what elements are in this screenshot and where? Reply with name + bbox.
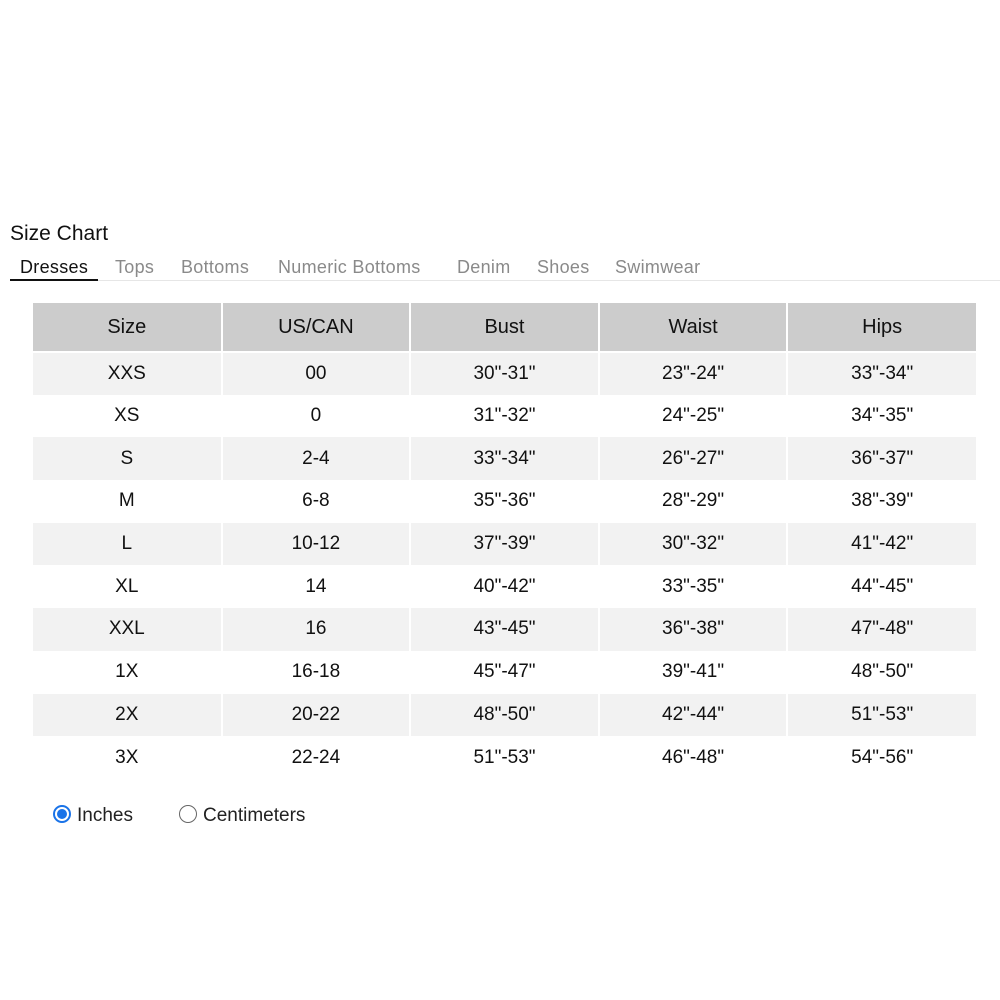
cell-waist: 26"-27" [599, 437, 788, 480]
cell-size: M [33, 480, 222, 523]
cell-bust: 45"-47" [410, 651, 599, 694]
cell-waist: 39"-41" [599, 651, 788, 694]
tab-numeric-bottoms[interactable]: Numeric Bottoms [278, 257, 421, 277]
cell-us-can: 0 [222, 395, 411, 438]
table-row [33, 395, 976, 438]
cell-waist: 42"-44" [599, 694, 788, 737]
table-row [33, 352, 976, 395]
cell-waist: 24"-25" [599, 395, 788, 438]
unit-option-inches[interactable] [53, 802, 133, 826]
cell-bust: 40"-42" [410, 565, 599, 608]
cell-size: XS [33, 395, 222, 438]
cell-waist: 36"-38" [599, 608, 788, 651]
table-header-row [33, 303, 976, 352]
table-row [33, 694, 976, 737]
cell-size: XL [33, 565, 222, 608]
table-row [33, 437, 976, 480]
cell-bust: 35"-36" [410, 480, 599, 523]
cell-bust: 33"-34" [410, 437, 599, 480]
cell-us-can: 00 [222, 352, 411, 395]
cell-hips: 38"-39" [787, 480, 976, 523]
column-header-waist: Waist [599, 303, 788, 352]
column-header-bust: Bust [410, 303, 599, 352]
cell-hips: 33"-34" [787, 352, 976, 395]
page-title: Size Chart [10, 222, 109, 245]
table-row [33, 523, 976, 566]
cell-us-can: 16-18 [222, 651, 411, 694]
size-category-tabs [10, 255, 1000, 281]
cell-bust: 43"-45" [410, 608, 599, 651]
table-row [33, 608, 976, 651]
size-chart-table-container [33, 303, 976, 779]
unit-option-centimeters[interactable] [179, 802, 305, 826]
cell-us-can: 14 [222, 565, 411, 608]
tab-swimwear[interactable]: Swimwear [615, 257, 701, 277]
cell-hips: 34"-35" [787, 395, 976, 438]
cell-hips: 54"-56" [787, 736, 976, 779]
cell-hips: 36"-37" [787, 437, 976, 480]
cell-waist: 30"-32" [599, 523, 788, 566]
cell-bust: 37"-39" [410, 523, 599, 566]
cell-size: 2X [33, 694, 222, 737]
cell-waist: 46"-48" [599, 736, 788, 779]
cell-hips: 44"-45" [787, 565, 976, 608]
cell-size: XXL [33, 608, 222, 651]
tab-bottoms[interactable]: Bottoms [181, 257, 250, 277]
table-row [33, 736, 976, 779]
cell-hips: 51"-53" [787, 694, 976, 737]
column-header-size: Size [33, 303, 222, 352]
cell-size: 3X [33, 736, 222, 779]
cell-waist: 23"-24" [599, 352, 788, 395]
inches-radio[interactable] [53, 805, 71, 823]
cell-us-can: 2-4 [222, 437, 411, 480]
cell-waist: 33"-35" [599, 565, 788, 608]
cell-us-can: 20-22 [222, 694, 411, 737]
cell-size: 1X [33, 651, 222, 694]
size-chart-table [33, 303, 976, 779]
cell-us-can: 22-24 [222, 736, 411, 779]
cell-size: XXS [33, 352, 222, 395]
inches-label: Inches [77, 805, 133, 826]
cell-us-can: 16 [222, 608, 411, 651]
tab-shoes[interactable]: Shoes [537, 257, 590, 277]
table-row [33, 565, 976, 608]
cell-hips: 48"-50" [787, 651, 976, 694]
cell-bust: 31"-32" [410, 395, 599, 438]
cell-us-can: 10-12 [222, 523, 411, 566]
cell-size: S [33, 437, 222, 480]
cell-bust: 48"-50" [410, 694, 599, 737]
cell-size: L [33, 523, 222, 566]
cell-bust: 51"-53" [410, 736, 599, 779]
unit-selector [53, 802, 453, 826]
cell-bust: 30"-31" [410, 352, 599, 395]
cell-hips: 47"-48" [787, 608, 976, 651]
cell-us-can: 6-8 [222, 480, 411, 523]
tab-tops[interactable]: Tops [115, 257, 155, 277]
column-header-hips: Hips [787, 303, 976, 352]
cell-hips: 41"-42" [787, 523, 976, 566]
cell-waist: 28"-29" [599, 480, 788, 523]
column-header-us-can: US/CAN [222, 303, 411, 352]
centimeters-radio[interactable] [179, 805, 197, 823]
centimeters-label: Centimeters [203, 805, 306, 826]
tab-denim[interactable]: Denim [457, 257, 511, 277]
tab-dresses[interactable]: Dresses [10, 255, 98, 281]
table-row [33, 480, 976, 523]
table-row [33, 651, 976, 694]
